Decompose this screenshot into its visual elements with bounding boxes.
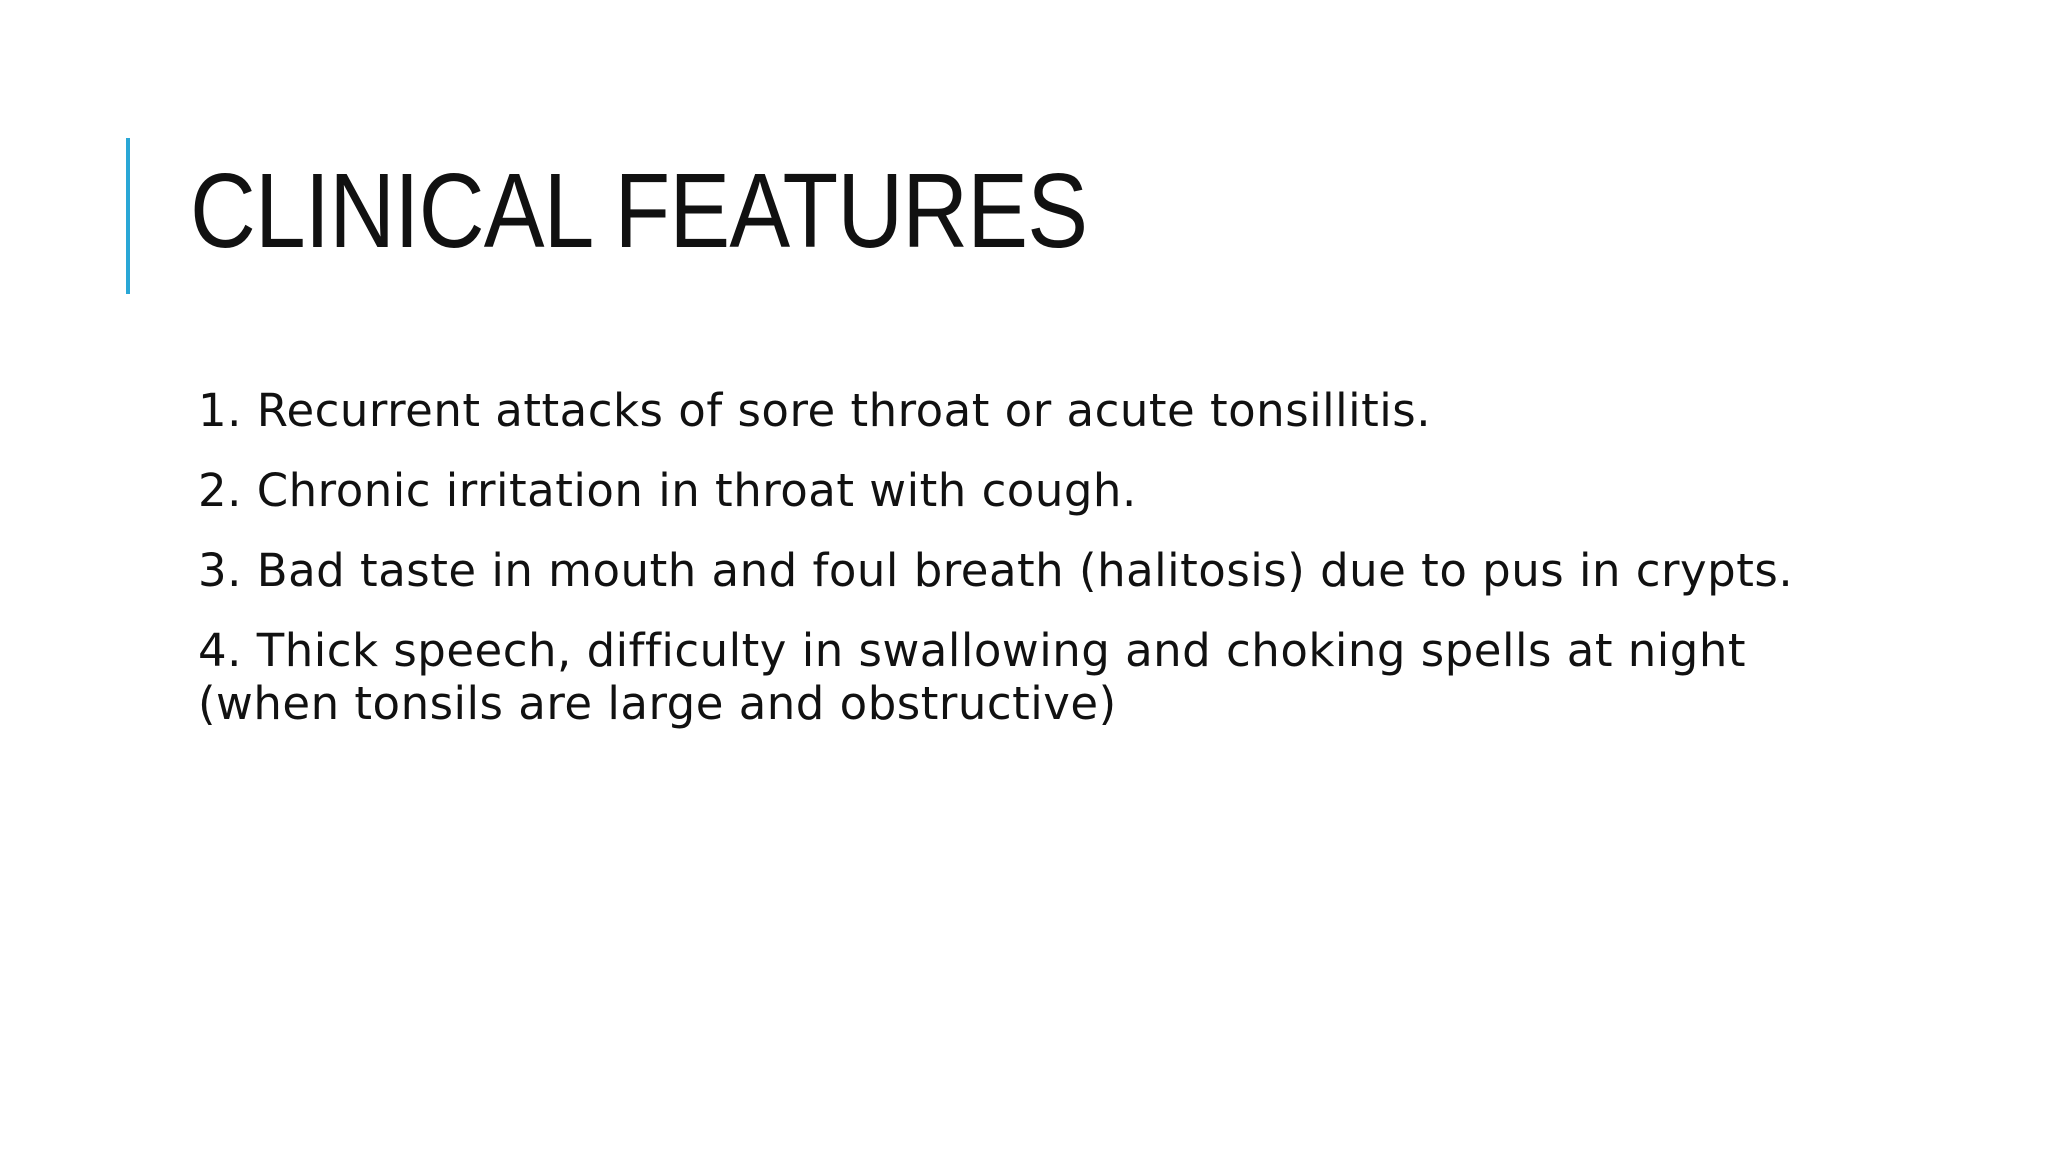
list-item: 4. Thick speech, difficulty in swallowing and choking spells at night (when tonsils are large and obstructive) [198, 624, 1747, 730]
list-item: 3. Bad taste in mouth and foul breath (halitosis) due to pus in crypts. [198, 544, 1794, 597]
slide-title: CLINICAL FEATURES [190, 152, 1088, 270]
list-item: 1. Recurrent attacks of sore throat or acute tonsillitis. [198, 384, 1432, 437]
clinical-features-list [198, 384, 1838, 757]
title-accent-bar [126, 138, 130, 294]
list-item: 2. Chronic irritation in throat with cough. [198, 464, 1137, 517]
